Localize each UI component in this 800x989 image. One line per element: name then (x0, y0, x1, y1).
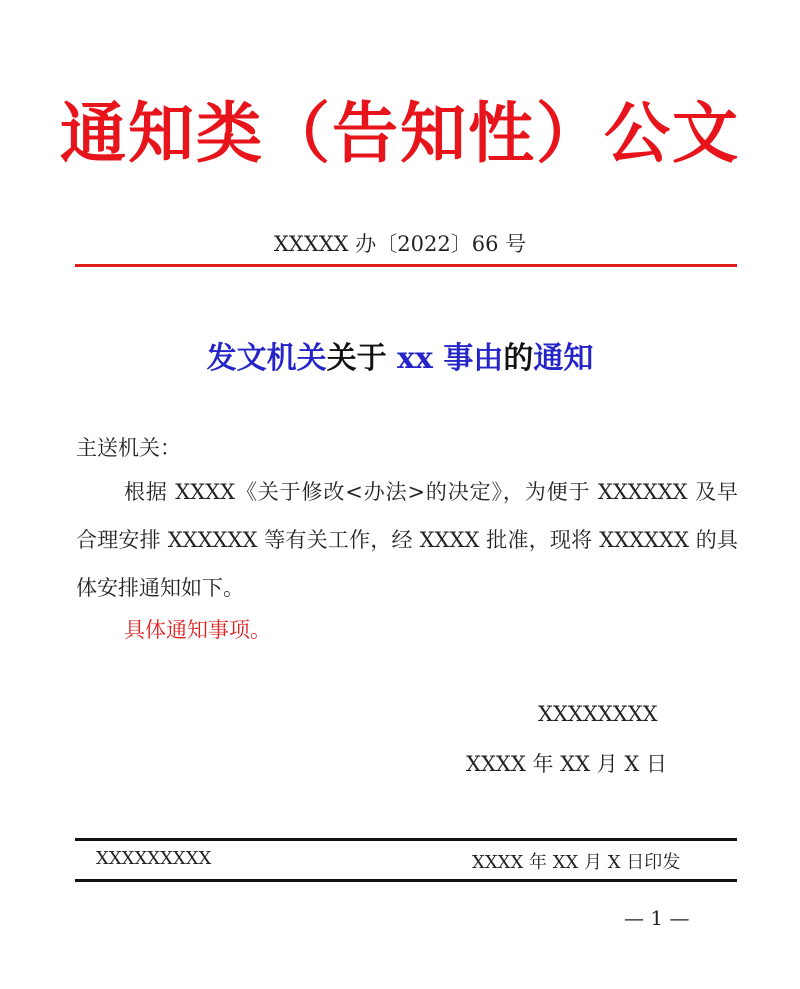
document-heading (0, 333, 800, 377)
heading-of: 的 (503, 341, 534, 376)
sender-signature: XXXXXXXX (538, 702, 658, 726)
heading-subject: xx 事由 (397, 341, 504, 376)
document-number: XXXXX 办〔2022〕66 号 (273, 232, 527, 256)
footer-bottom-line (75, 879, 737, 882)
footer-top-line (75, 838, 737, 841)
footer-print-date: XXXX 年 XX 月 X 日印发 (472, 852, 681, 873)
issue-date: XXXX 年 XX 月 X 日 (466, 752, 668, 776)
page-number: — 1 — (624, 906, 690, 930)
heading-notice: 通知 (533, 341, 594, 376)
body-paragraph: 根据 XXXX《关于修改<办法>的决定》，为便于 XXXXXX 及早合理安排 XXXXXX 等有关工作，经 XXXX 批准，现将 XXXXXX 的具体安排通知如下。 (76, 480, 738, 600)
heading-issuer: 发文机关 (206, 341, 327, 376)
heading-about: 关于 (326, 341, 398, 376)
notice-item: 具体通知事项。 (124, 618, 271, 642)
document-title: 通知类（告知性）公文 (60, 94, 740, 172)
recipient: 主送机关： (76, 436, 181, 460)
footer-distributor: XXXXXXXXX (96, 848, 212, 869)
red-separator-line (75, 264, 737, 267)
